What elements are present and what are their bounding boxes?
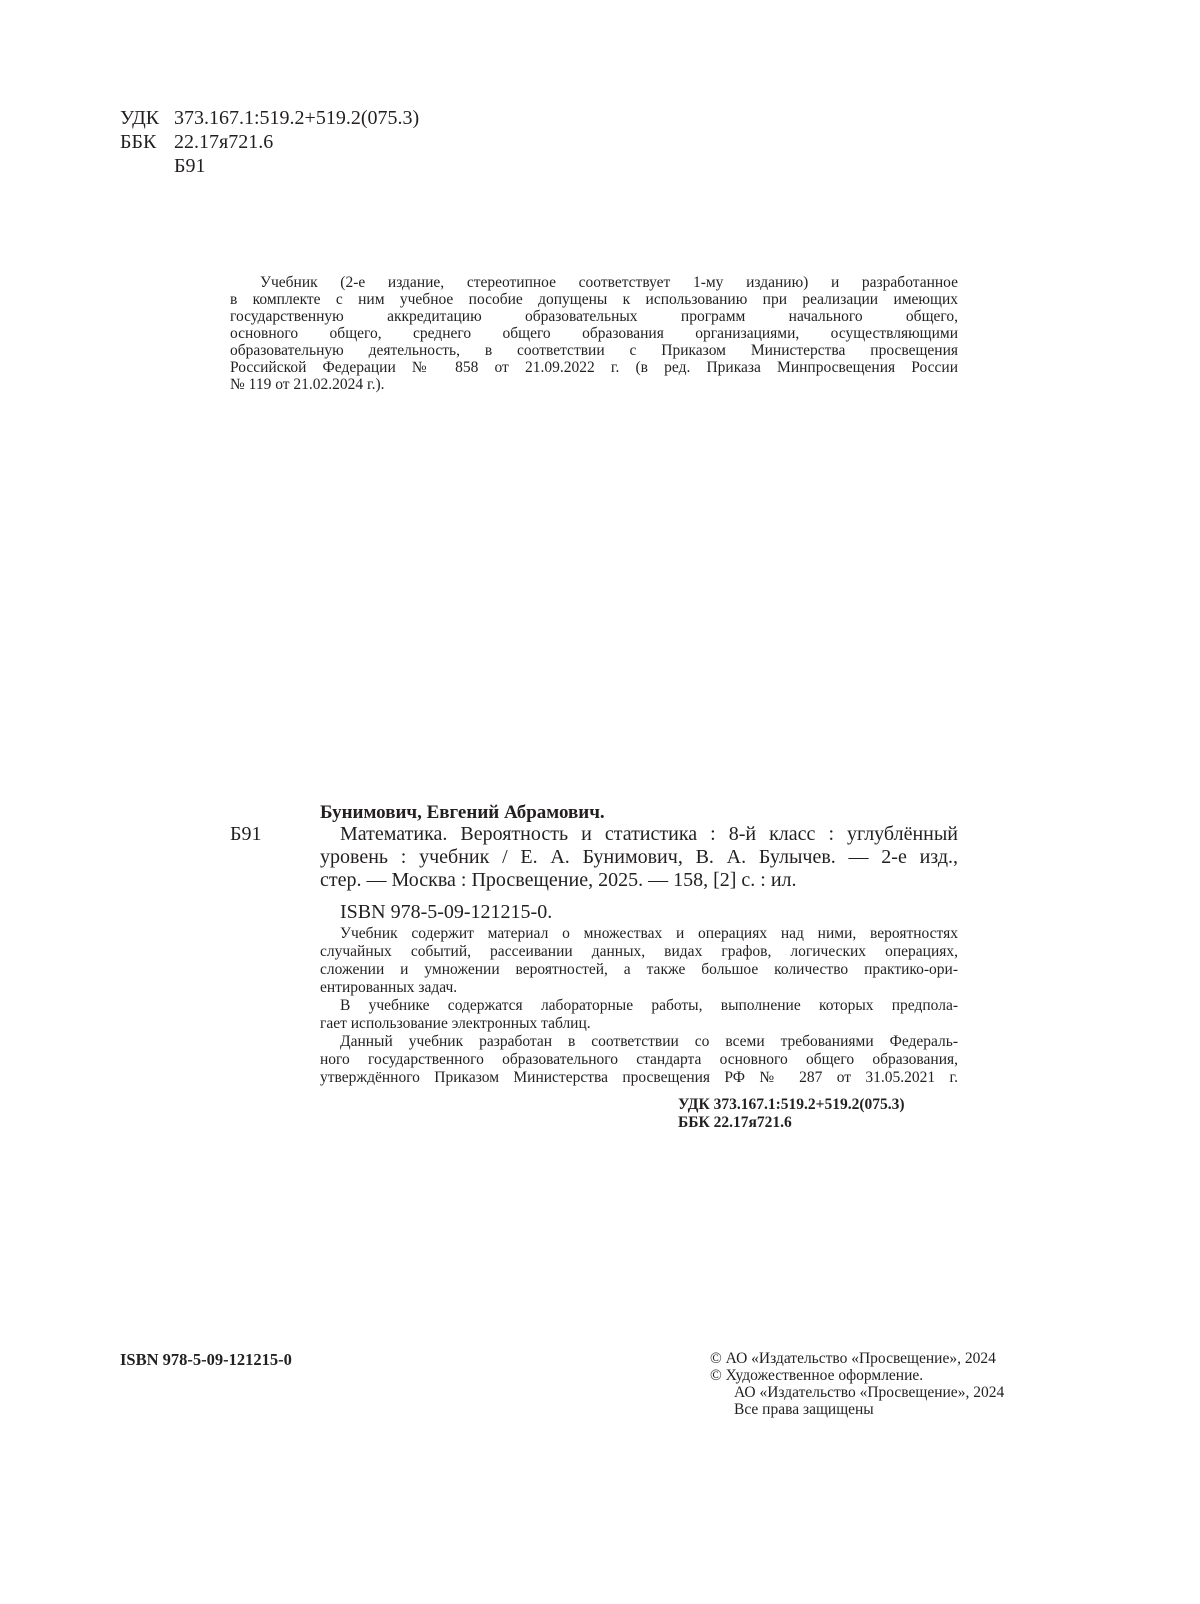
annotation-line: гает использование электронных таблиц. [320,1015,591,1032]
udk-value: 373.167.1:519.2+519.2(075.3) [174,107,420,129]
author-heading: Бунимович, Евгений Абрамович. [320,802,605,823]
author-mark: Б91 [174,155,206,177]
approval-line: Российской Федерации № 858 от 21.09.2022 г. (в ред. Приказа Минпросвещения России [230,359,958,376]
udk-label: УДК [120,107,160,129]
annotation-line: В учебнике содержатся лабораторные работы, выполнение которых предпола- [340,997,958,1014]
copyright-line: © АО «Издательство «Просвещение», 2024 [710,1350,996,1367]
annotation-line: ного государственного образовательного стандарта основного общего образования, [320,1051,958,1068]
isbn-line: ISBN 978-5-09-121215-0. [340,901,553,923]
annotation-line: утверждённого Приказом Министерства просвещения РФ № 287 от 31.05.2021 г. [320,1069,958,1086]
annotation-line: случайных событий, рассеивании данных, видах графов, логических операциях, [320,943,958,960]
bib-line: стер. — Москва : Просвещение, 2025. — 158, [2] с. : ил. [320,869,797,891]
approval-line: государственную аккредитацию образовательных программ начального общего, [230,308,958,325]
approval-line: образовательную деятельность, в соответствии с Приказом Министерства просвещения [230,342,958,359]
annotation-line: сложении и умножении вероятностей, а также большое количество практико-ори- [320,961,958,978]
annotation-line: ентированных задач. [320,979,458,996]
approval-line: № 119 от 21.02.2024 г.). [230,376,385,393]
bbk-label: ББК [120,131,157,153]
isbn-bottom: ISBN 978-5-09-121215-0 [120,1350,292,1369]
annotation-line: Учебник содержит материал о множествах и операциях над ними, вероятностях [340,925,958,942]
footer-bbk: ББК 22.17я721.6 [678,1114,792,1131]
footer-udk: УДК 373.167.1:519.2+519.2(075.3) [678,1096,905,1113]
copyright-line: Все права защищены [734,1401,874,1418]
approval-line: Учебник (2-е издание, стереотипное соответствует 1-му изданию) и разработанное [260,274,958,291]
bib-line: уровень : учебник / Е. А. Бунимович, В. А. Булычев. — 2-е изд., [320,846,958,868]
approval-line: основного общего, среднего общего образования организациями, осуществляющими [230,325,958,342]
annotation-line: Данный учебник разработан в соответствии со всеми требованиями Федераль- [340,1033,958,1050]
bib-line: Математика. Вероятность и статистика : 8-й класс : углублённый [340,823,958,845]
approval-line: в комплекте с ним учебное пособие допущены к использованию при реализации имеющих [230,291,958,308]
copyright-line: АО «Издательство «Просвещение», 2024 [734,1384,1005,1401]
bib-mark: Б91 [230,823,262,845]
bbk-value: 22.17я721.6 [174,131,274,153]
copyright-line: © Художественное оформление. [710,1367,924,1384]
